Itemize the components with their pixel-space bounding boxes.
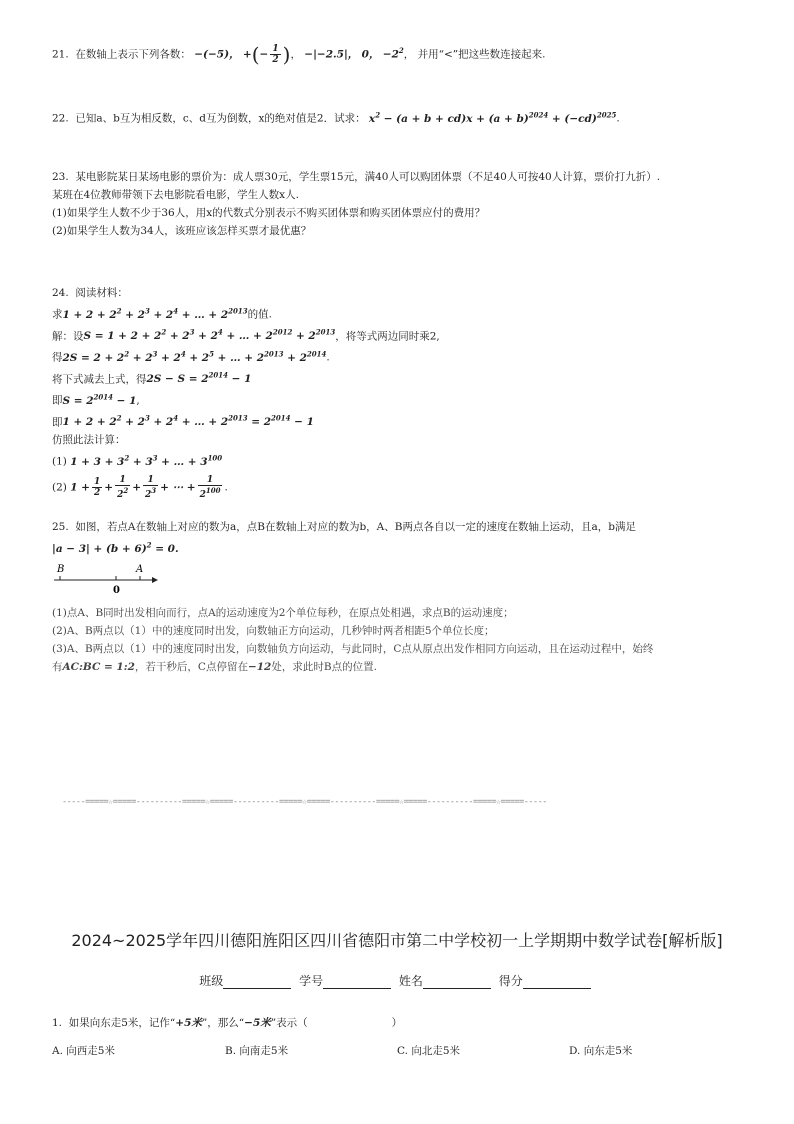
q24-part2: (2) 1 + $\frac{1}{2}$ + $\frac{1}{2^2}$ + $\frac{1}{2^3}$ + ⋯ + $\frac{1}{2^{100}}$ .: [52, 474, 228, 500]
q21-n5: −2: [382, 48, 399, 61]
q23-line3: (1)如果学生人数不少于36人，用x的代数式分别表示不购买团体票和购买团体票应付的费用？: [52, 207, 486, 219]
q24-line4: 得$2S = 2 + 2^2 + 2^3 + 2^4 + 2^5$ + … + $2^{2013} + 2^{2014}$.: [52, 349, 330, 364]
q24-line3: 解：设$S = 1 + 2 + 2^2 + 2^3 + 2^4$ + … + $2^{2012} + 2^{2013}$，将等式两边同时乘2,: [52, 327, 440, 342]
number-line-figure: [52, 560, 162, 596]
q25-line1: 如图，若点A在数轴上对应的数为a，点B在数轴上对应的数为b，A、B两点各自以一定的速度在数轴上运动，且a，b满足: [75, 521, 636, 533]
question-1: 1. 如果向东走5米，记作“+5米”，那么“−5米”表示（ ）: [52, 1017, 403, 1029]
q22-text: 已知a、b互为相反数，c、d互为倒数，x的绝对值是2．试求：: [75, 112, 366, 125]
q25-s3: (3)A、B两点以（1）中的速度同时出发，向数轴负方向运动，与此同时，C点从原点出发作相同方向运动，且在运动过程中，始终: [52, 643, 654, 655]
q23-number: 23.: [52, 171, 69, 183]
q24-line2: 求$1 + 2 + 2^2 + 2^3 + 2^4$ + … + $2^{2013}$的值.: [52, 306, 272, 321]
score-label: 得分: [498, 974, 523, 988]
class-label: 班级: [199, 974, 224, 988]
q21-n1: −(−5)，: [194, 48, 240, 61]
choice-b[interactable]: B. 向南走5米: [225, 1045, 289, 1057]
q24-line5: 将下式减去上式，得$2S - S = 2^{2014} - 1$: [52, 370, 252, 385]
q21-tail: 并用“<”把这些数连接起来.: [417, 48, 546, 61]
q24-line8: 仿照此法计算：: [52, 434, 126, 446]
choice-a[interactable]: A. 向西走5米: [52, 1045, 115, 1057]
q21-n2-sep: ，: [290, 48, 301, 61]
q21-n4: 0，: [361, 48, 380, 61]
q22-number: 22.: [52, 112, 69, 125]
score-blank[interactable]: [523, 975, 591, 989]
q24-line7: 即$1 + 2 + 2^2 + 2^3 + 2^4$ + … + $2^{2013} = 2^{2014} - 1$: [52, 413, 314, 428]
exam-title: 2024~2025学年四川德阳旌阳区四川省德阳市第二中学校初一上学期期中数学试卷[解析版]: [71, 931, 723, 950]
q24-part1: (1) $1 + 3 + 3^2 + 3^3$ + … + $3^{100}$: [52, 453, 223, 468]
label-zero: 0: [113, 585, 120, 596]
q25-line2: $|a - 3| + (b + 6)^2 = 0$.: [52, 540, 179, 555]
q25-s1: (1)点A、B同时出发相向而行，点A的运动速度为2个单位每秒，在原点处相遇，求点B的运动速度；: [52, 607, 514, 619]
q21-n2-sign: +: [242, 48, 252, 61]
q23-line2: 某班在4位教师带领下去电影院看电影，学生人数x人.: [52, 189, 299, 201]
q25-s4: 有AC:BC = 1:2，若干秒后，C点停留在−12处，求此时B点的位置.: [52, 661, 377, 673]
name-label: 姓名: [398, 974, 423, 988]
q25-number: 25.: [52, 521, 69, 533]
q22-expression: $x^2 - (a + b + cd)x + (a + b)^{2024} + (-cd)^{2025}$: [368, 110, 617, 125]
q21-n2-numerator: 1: [272, 44, 279, 54]
question-21: [52, 42, 742, 65]
q21-text: 在数轴上表示下列各数：: [75, 48, 191, 61]
question-25: [52, 518, 742, 558]
q24-number: 24.: [52, 287, 69, 299]
q1-number: 1.: [52, 1017, 63, 1029]
q25-subquestions: [52, 604, 742, 676]
q21-line: 21. 在数轴上表示下列各数： −(−5)， +(− $\frac{1}{2}$ )， −|−2.5|， 0， $-2^2$， 并用“<”把这些数连接起来.: [52, 42, 546, 67]
student-info-row: [0, 972, 794, 989]
name-blank[interactable]: [423, 975, 491, 989]
q23-line4: (2)如果学生人数为34人，该班应该怎样买票才最优惠？: [52, 225, 312, 237]
q21-number: 21.: [52, 48, 69, 61]
page-divider: -----=====☆=====----------=====☆=====----------=====☆=====----------=====☆=====----------=====☆=====-----: [62, 797, 547, 807]
choice-c[interactable]: C. 向北走5米: [397, 1045, 461, 1057]
q21-n2-neg: −: [259, 48, 269, 61]
id-blank[interactable]: [323, 975, 391, 989]
question-23: [52, 168, 742, 240]
q21-n2-fraction: [270, 44, 280, 65]
q23-line1: 某电影院某日某场电影的票价为：成人票30元，学生票15元，满40人可以购团体票（不足40人可按40人计算，票价打九折）.: [75, 171, 661, 183]
question-24: 24. 阅读材料： 求$1 + 2 + 2^2 + 2^3 + 2^4$ + … + $2^{2013}$的值. 解：设$S = 1 + 2 + 2^2 + 2^3 + 2^4$ + … + $2^{2012} + 2^{2013}$，将等式两边同时乘2, 得$2S = 2 + 2^2 + 2^3 + 2^4 + 2^5$ + … + $2^{2013} + 2^{2014}$. 将下式减去上式，得$2S - S = 2^{2014} - 1$ 即$S = 2^{2014} - 1$, 即$1 + 2 + 2^2 + 2^3 + 2^4$ + … + $2^{2013} = 2^{2014} - 1$ 仿照此法计算： (1) $1 + 3 + 3^2 + 3^3$ + … + $3^{100}$ (2) 1 + $\frac{1}{2}$ + $\frac{1}{2^2}$ + $\frac{1}{2^3}$ + ⋯ + $\frac{1}{2^{100}}$ .: [52, 284, 742, 500]
class-blank[interactable]: [223, 975, 291, 989]
question-22: 22. 已知a、b互为相反数，c、d互为倒数，x的绝对值是2．试求： $x^2 - (a + b + cd)x + (a + b)^{2024} + (-cd)^{2025}$.: [52, 110, 620, 125]
q24-line6: 即$S = 2^{2014} - 1$,: [52, 392, 140, 407]
arrow-right-icon: [152, 577, 158, 583]
q21-n2-denominator: 2: [272, 55, 279, 65]
label-a: A: [136, 564, 144, 575]
id-label: 学号: [299, 974, 324, 988]
label-b: B: [57, 564, 65, 575]
q21-n3: −|−2.5|，: [304, 48, 359, 61]
choice-d[interactable]: D. 向东走5米: [569, 1045, 633, 1057]
q25-s2: (2)A、B两点以（1）中的速度同时出发，向数轴正方向运动，几秒钟时两者相距5个单位长度；: [52, 625, 495, 637]
